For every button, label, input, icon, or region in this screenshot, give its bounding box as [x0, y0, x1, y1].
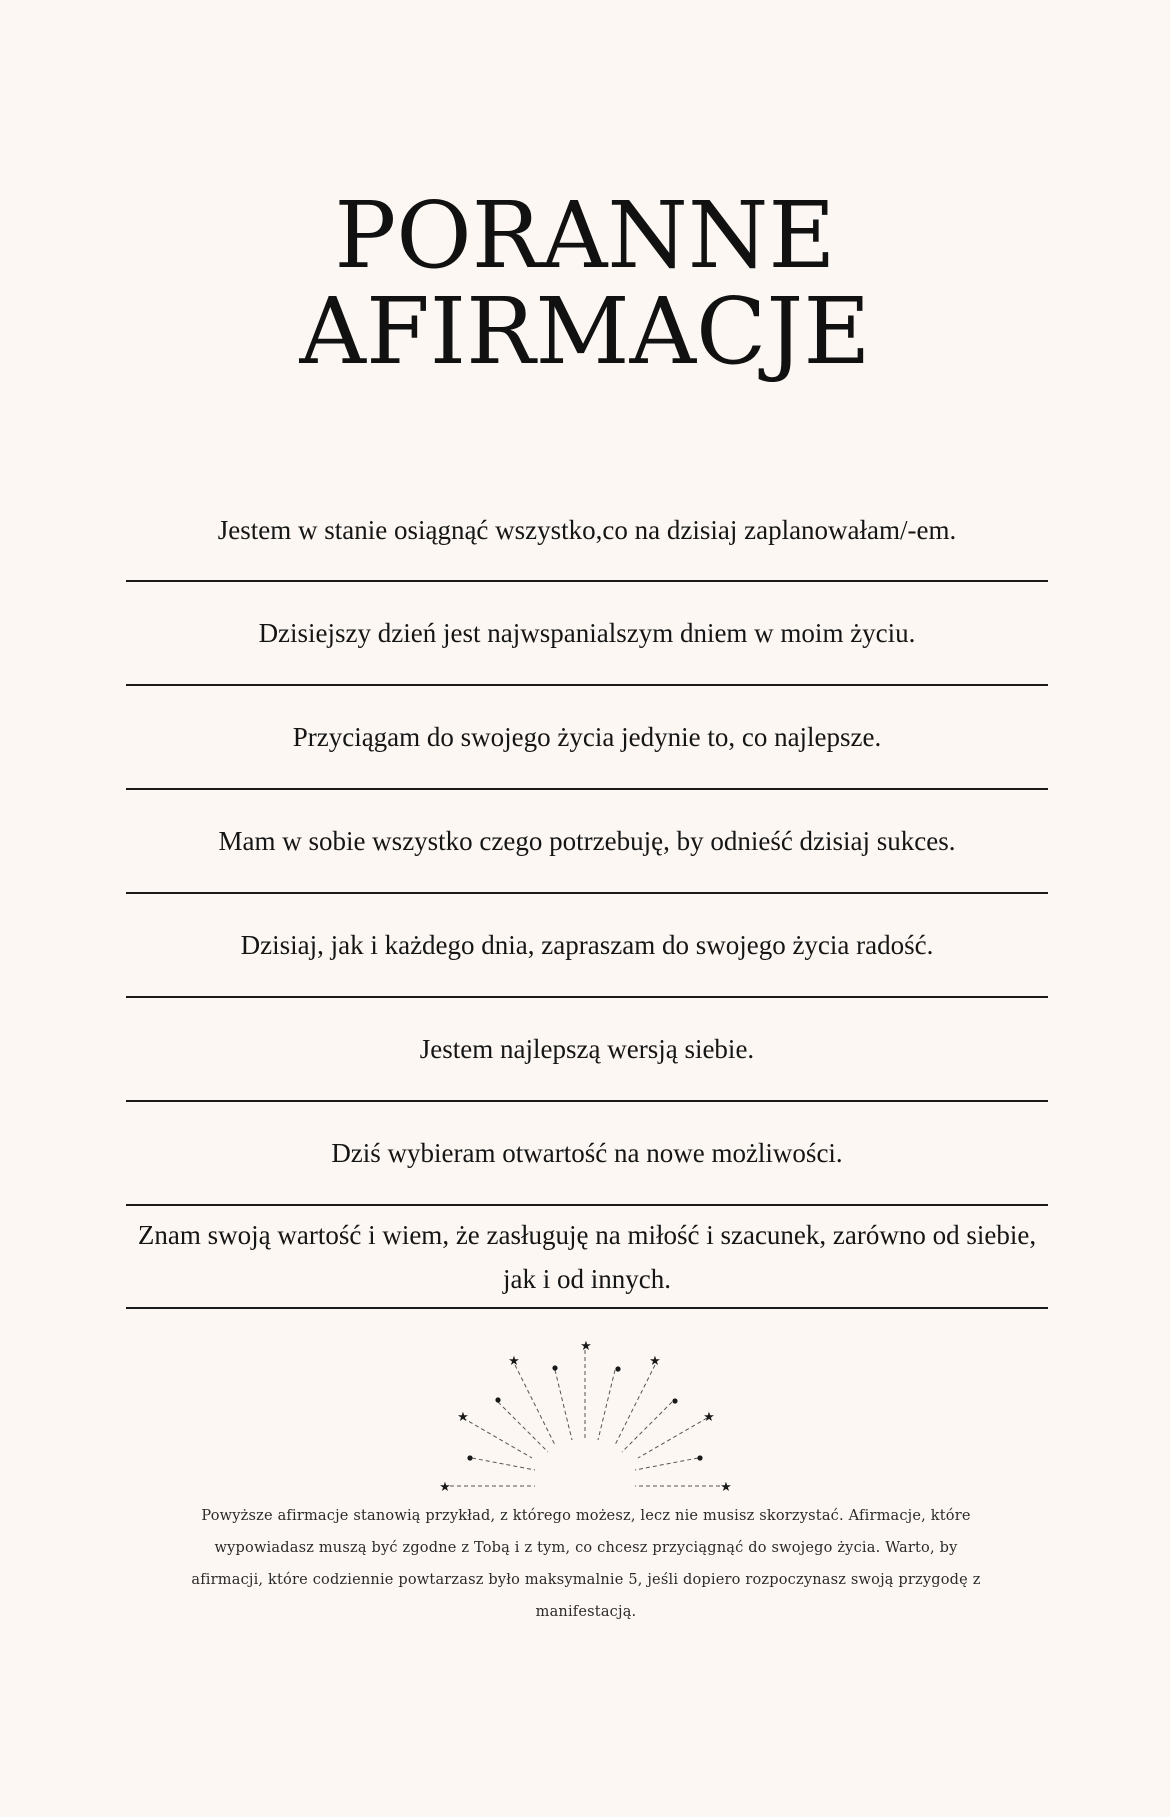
- affirmation-item: Jestem najlepszą wersją siebie.: [126, 998, 1048, 1102]
- title-line-1: PORANNE: [334, 182, 836, 289]
- svg-text:★: ★: [720, 1480, 732, 1495]
- title-line-2: AFIRMACJE: [299, 278, 871, 385]
- affirmation-item: Znam swoją wartość i wiem, że zasługuję na miłość i szacunek, zarówno od siebie, jak i od innych.: [126, 1206, 1048, 1309]
- affirmation-item: Jestem w stanie osiągnąć wszystko,co na dzisiaj zaplanowałam/-em.: [126, 488, 1048, 582]
- svg-text:★: ★: [580, 1339, 592, 1354]
- affirmation-item: Dzisiejszy dzień jest najwspanialszym dniem w moim życiu.: [126, 582, 1048, 686]
- footer-note: Powyższe afirmacje stanowią przykład, z którego możesz, lecz nie musisz skorzystać. Afirmacje, które wypowiadasz muszą być zgodne z Tobą i z tym, co chcesz przyciągnąć do swojego życia. Warto, by afirmacji, które codziennie powtarzasz było maksymalnie 5, jeśli dopiero rozpoczynasz swoją przygodę z manifestacją.: [191, 1508, 981, 1620]
- affirmation-item: Przyciągam do swojego życia jedynie to, co najlepsze.: [126, 686, 1048, 790]
- svg-text:★: ★: [508, 1354, 520, 1369]
- page-title: [0, 182, 1170, 385]
- sunburst-stars-icon: [430, 1330, 740, 1500]
- affirmations-list: [126, 488, 1048, 1309]
- affirmation-item: Dziś wybieram otwartość na nowe możliwości.: [126, 1102, 1048, 1206]
- svg-text:★: ★: [703, 1410, 715, 1425]
- svg-text:★: ★: [649, 1354, 661, 1369]
- svg-text:★: ★: [457, 1410, 469, 1425]
- svg-text:★: ★: [439, 1480, 451, 1495]
- affirmation-item: Dzisiaj, jak i każdego dnia, zapraszam do swojego życia radość.: [126, 894, 1048, 998]
- affirmation-item: Mam w sobie wszystko czego potrzebuję, by odnieść dzisiaj sukces.: [126, 790, 1048, 894]
